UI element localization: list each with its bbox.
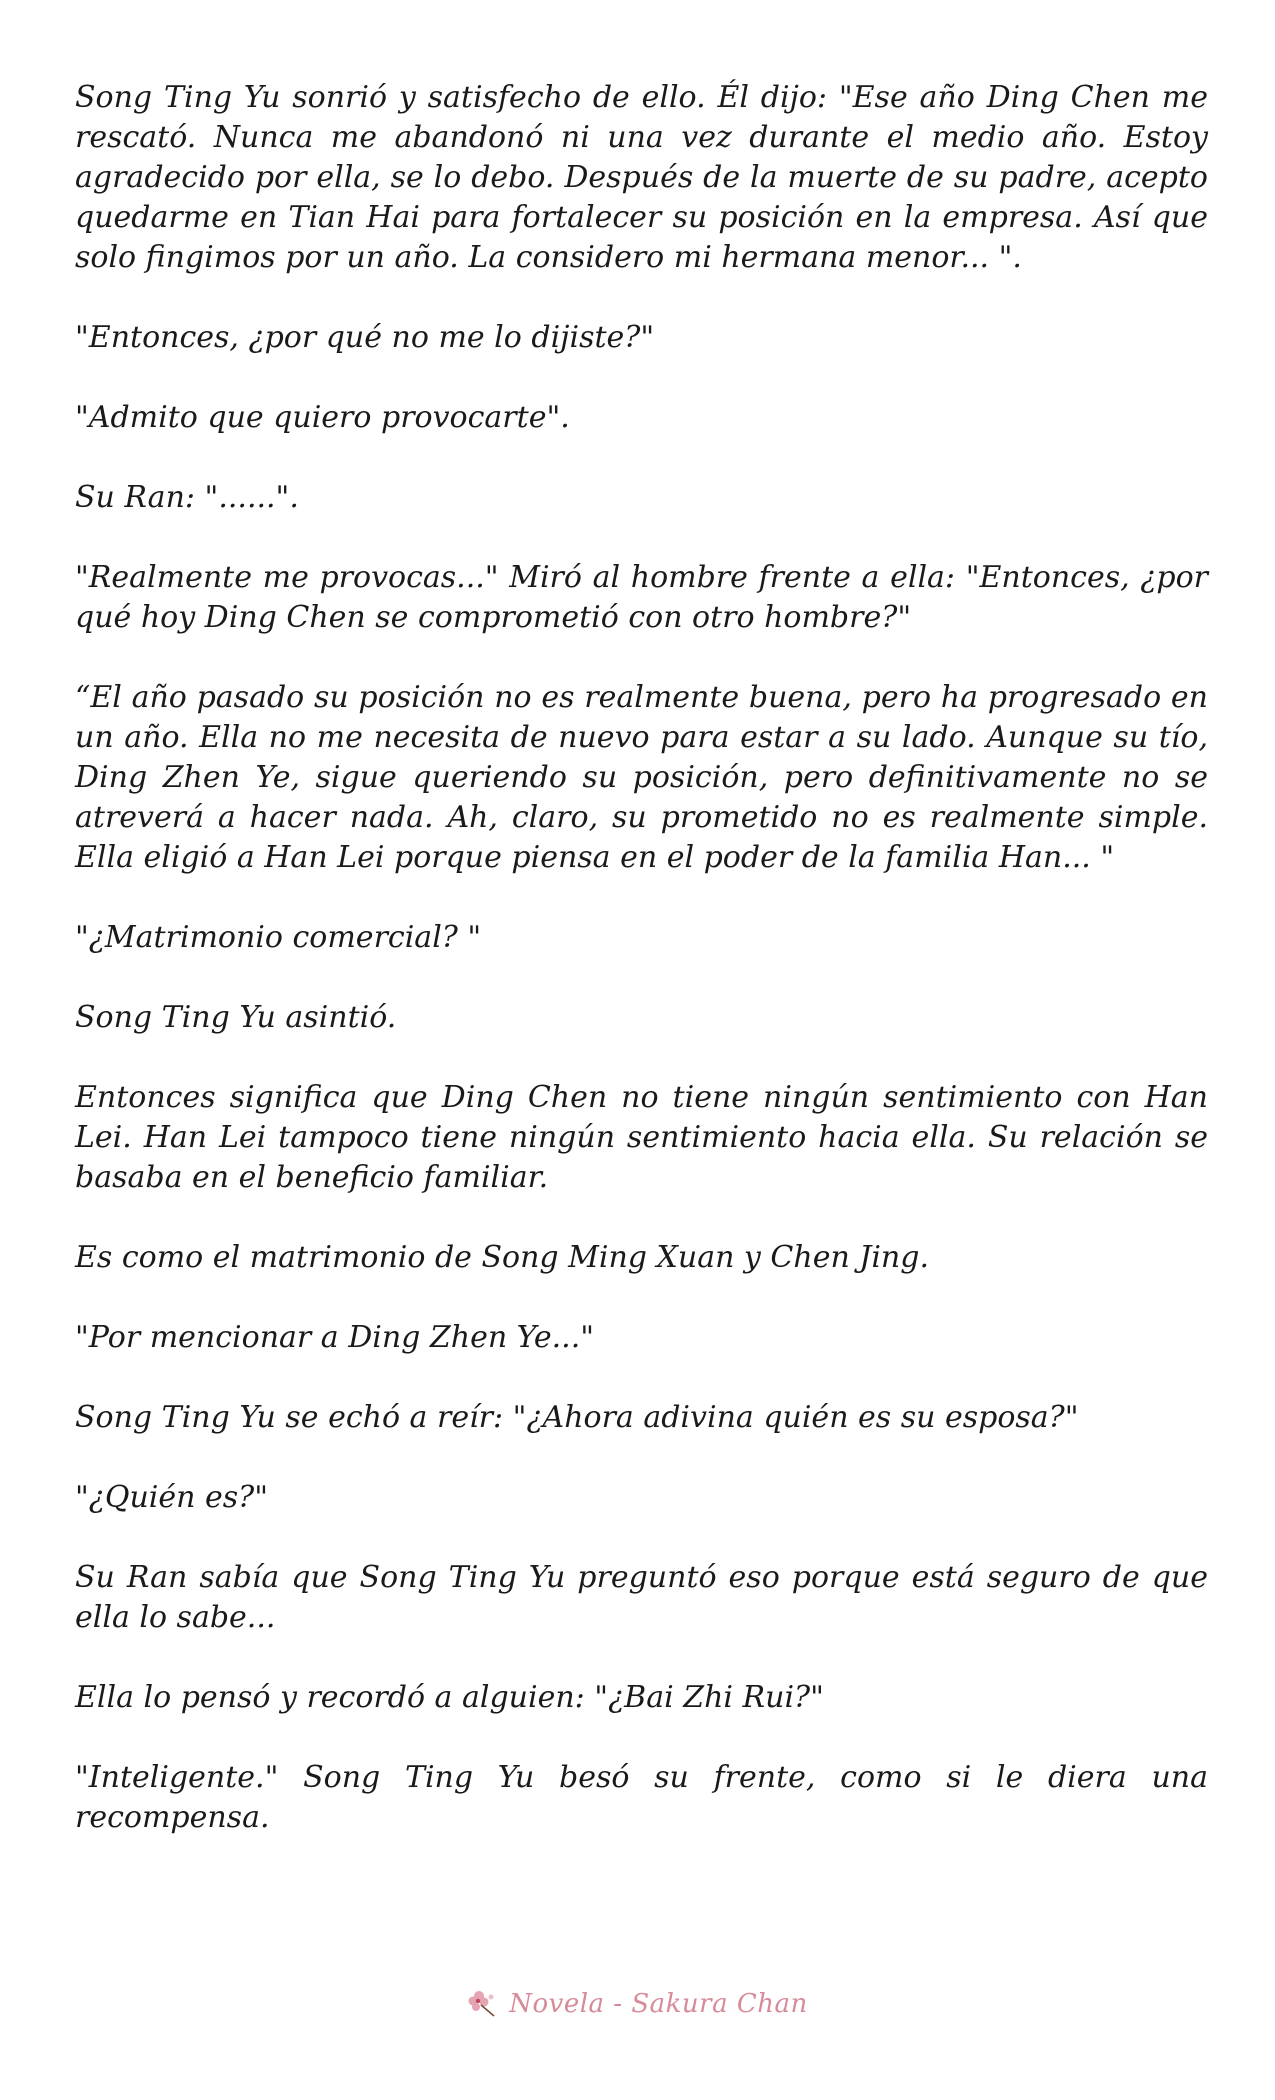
paragraph-14: Su Ran sabía que Song Ting Yu preguntó eso porque está seguro de que ella lo sabe... [75, 1560, 1208, 1635]
footer-text: Novela - Sakura Chan [509, 1989, 808, 2019]
paragraph-1: Song Ting Yu sonrió y satisfecho de ello. Él dijo: "Ese año Ding Chen me rescató. Nunca me abandonó ni una vez durante el medio año. Estoy agradecido por ella, se lo debo. Después de la muerte de su padre, acepto quedarme en Tian Hai para fortalecer su posición en la empresa. Así que solo fingimos por un año. La considero mi hermana menor... ". [75, 80, 1208, 275]
paragraph-4: Su Ran: "......". [75, 480, 299, 515]
paragraph-11: "Por mencionar a Ding Zhen Ye..." [75, 1320, 595, 1355]
paragraph-12: Song Ting Yu se echó a reír: "¿Ahora adivina quién es su esposa?" [75, 1400, 1079, 1435]
paragraph-16: "Inteligente." Song Ting Yu besó su frente, como si le diera una recompensa. [75, 1760, 1208, 1835]
paragraph-7: "¿Matrimonio comercial? " [75, 920, 482, 955]
footer-watermark [0, 1988, 1275, 2020]
paragraph-9: Entonces significa que Ding Chen no tiene ningún sentimiento con Han Lei. Han Lei tampoco tiene ningún sentimiento hacia ella. Su relación se basaba en el beneficio familiar. [75, 1080, 1208, 1195]
paragraph-8: Song Ting Yu asintió. [75, 1000, 397, 1035]
paragraph-6: “El año pasado su posición no es realmente buena, pero ha progresado en un año. Ella no me necesita de nuevo para estar a su lado. Aunque su tío, Ding Zhen Ye, sigue queriendo su posición, pero definitivamente no se atreverá a hacer nada. Ah, claro, su prometido no es realmente simple. Ella eligió a Han Lei porque piensa en el poder de la familia Han... " [75, 680, 1208, 875]
paragraph-3: "Admito que quiero provocarte". [75, 400, 570, 435]
paragraph-10: Es como el matrimonio de Song Ming Xuan y Chen Jing. [75, 1240, 929, 1275]
paragraph-13: "¿Quién es?" [75, 1480, 269, 1515]
paragraph-5: "Realmente me provocas..." Miró al hombre frente a ella: "Entonces, ¿por qué hoy Ding Chen se comprometió con otro hombre?" [75, 560, 1208, 635]
sakura-flower-icon [467, 1988, 501, 2020]
paragraph-2: "Entonces, ¿por qué no me lo dijiste?" [75, 320, 655, 355]
paragraph-15: Ella lo pensó y recordó a alguien: "¿Bai Zhi Rui?" [75, 1680, 824, 1715]
document-body [75, 78, 1208, 1878]
